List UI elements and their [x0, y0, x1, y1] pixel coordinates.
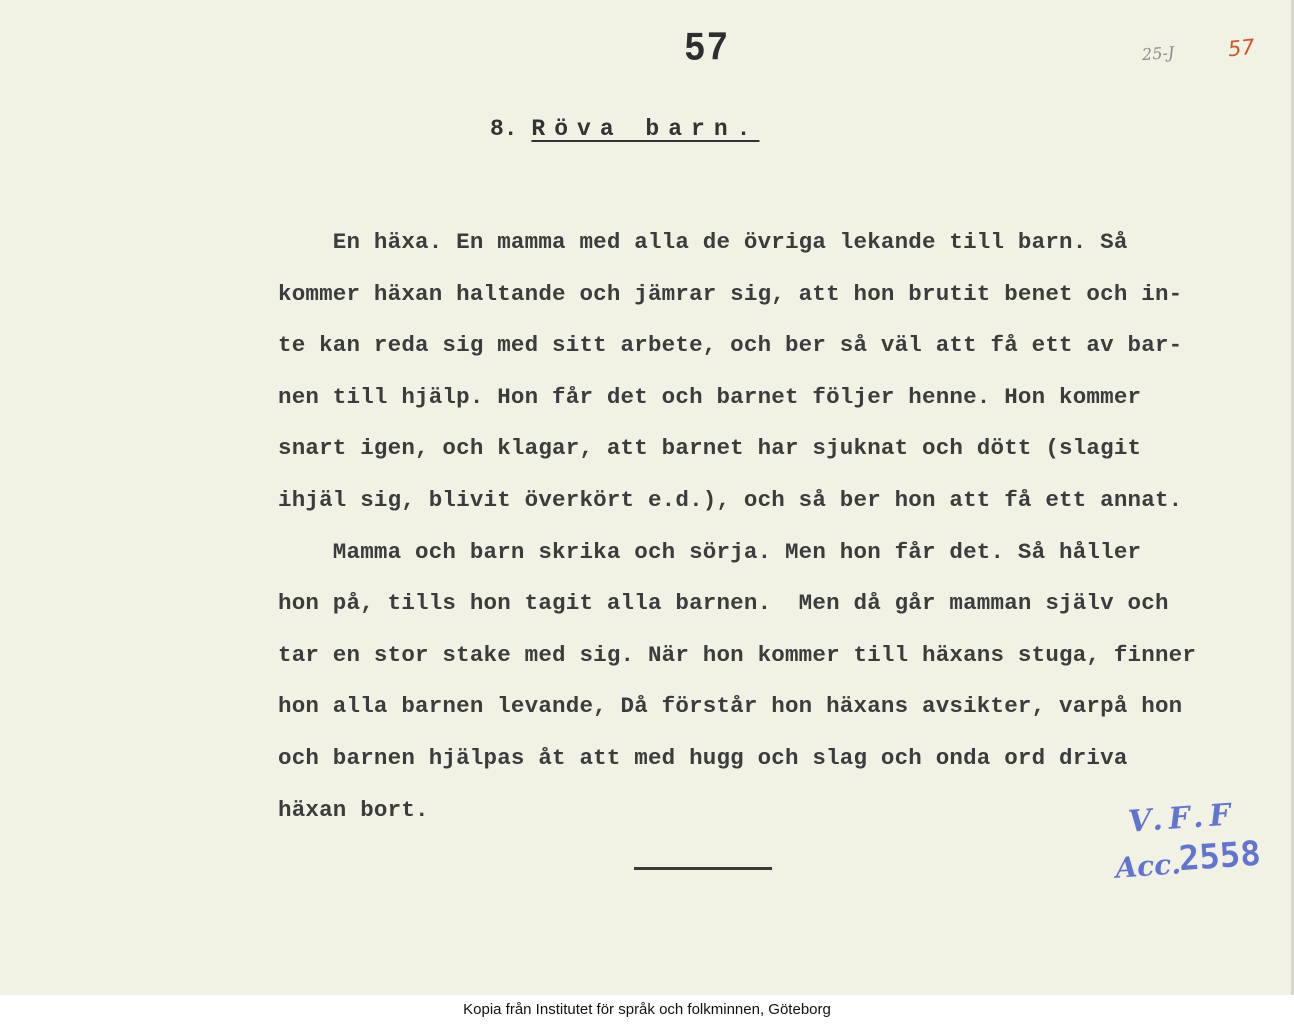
text-line: En häxa. En mamma med alla de övriga lekande till barn. Så [278, 229, 1128, 255]
stamp-accession-number: 2558 [1177, 833, 1263, 880]
text-line: hon alla barnen levande, Då förstår hon häxans avsikter, varpå hon [278, 693, 1183, 720]
text-line: häxan bort. [278, 796, 429, 823]
text-line: te kan reda sig med sitt arbete, och ber så väl att få ett av bar- [278, 332, 1183, 359]
page-number: 57 [684, 26, 730, 72]
text-line: ihjäl sig, blivit överkört e.d.), och så ber hon att få ett annat. [278, 486, 1183, 513]
stamp-initials: V.F.F [1127, 797, 1238, 840]
section-divider [634, 867, 772, 870]
section-heading [490, 116, 759, 142]
stamp-accession-prefix: Acc. [1114, 847, 1182, 885]
red-page-number: 57 [1226, 34, 1256, 62]
text-line: tar en stor stake med sig. När hon kommer till häxans stuga, finner [278, 641, 1197, 668]
section-title: Röva barn. [531, 116, 760, 142]
text-line: kommer häxan haltande och jämrar sig, att hon brutit benet och in- [278, 280, 1183, 307]
section-number: 8. [490, 116, 518, 142]
archive-stamp [1109, 794, 1285, 896]
copyright-footer: Kopia från Institutet för språk och folkminnen, Göteborg [463, 1001, 831, 1018]
text-line: Mamma och barn skrika och sörja. Men hon får det. Så håller [278, 538, 1142, 565]
pencil-annotation: 25-J [1141, 42, 1175, 65]
text-line: hon på, tills hon tagit alla barnen. Men då går mamman själv och [278, 590, 1169, 617]
body-text [278, 222, 1288, 841]
text-line: och barnen hjälpas åt att med hugg och slag och onda ord driva [278, 744, 1128, 771]
text-line: nen till hjälp. Hon får det och barnet följer henne. Hon kommer [278, 383, 1142, 410]
text-line: snart igen, och klagar, att barnet har sjuknat och dött (slagit [278, 435, 1142, 462]
